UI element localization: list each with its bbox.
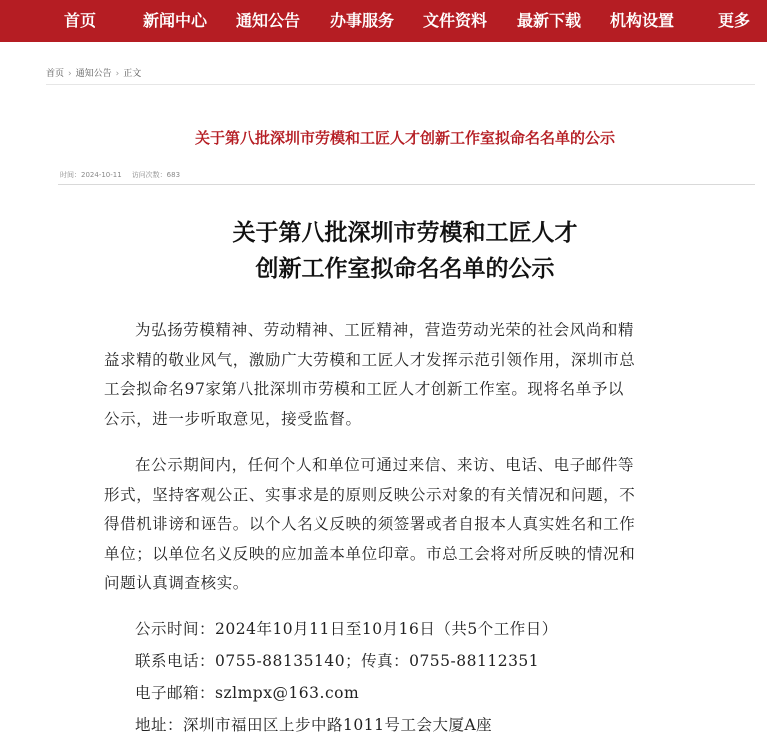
breadcrumb-home-link[interactable]: 首页 xyxy=(46,69,65,79)
document-paragraph-2 xyxy=(104,451,724,599)
view-count: 访问次数：683 xyxy=(131,171,181,179)
document-title-line1: 关于第八批深圳市劳模和工匠人才 xyxy=(232,219,578,246)
contact-address: 地址：深圳市福田区上步中路1011号工会大厦A座 xyxy=(135,716,493,734)
paragraph-line: 公示，进一步听取意见，接受监督。 xyxy=(104,409,362,428)
paragraph-line: 得借机诽谤和诬告。以个人名义反映的须签署或者自报本人真实姓名和工作 xyxy=(104,515,636,533)
divider xyxy=(58,184,755,185)
nav-item-news[interactable]: 新闻中心 xyxy=(143,11,208,30)
nav-item-more[interactable]: 更多 xyxy=(718,11,751,30)
document-title-line2: 创新工作室拟命名名单的公示 xyxy=(255,255,555,282)
page-title: 关于第八批深圳市劳模和工匠人才创新工作室拟命名名单的公示 xyxy=(194,129,615,147)
document-paragraph-1 xyxy=(104,316,724,434)
breadcrumb-separator-icon: › xyxy=(115,69,120,79)
article-meta xyxy=(60,170,190,180)
paragraph-line: 问题认真调查核实。 xyxy=(104,574,249,592)
top-navigation-bar xyxy=(0,0,767,42)
nav-item-services[interactable]: 办事服务 xyxy=(330,11,395,30)
paragraph-line: 为弘扬劳模精神、劳动精神、工匠精神，营造劳动光荣的社会风尚和精 xyxy=(135,321,635,339)
paragraph-line: 工会拟命名97家第八批深圳市劳模和工匠人才创新工作室。现将名单予以 xyxy=(104,380,625,398)
nav-item-home[interactable]: 首页 xyxy=(64,11,97,30)
paragraph-line: 单位；以单位名义反映的应加盖本单位印章。市总工会将对所反映的情况和 xyxy=(104,544,636,563)
divider xyxy=(46,84,755,85)
breadcrumb-notices-link[interactable]: 通知公告 xyxy=(75,69,112,79)
contact-phone: 联系电话：0755-88135140；传真：0755-88112351 xyxy=(135,652,540,670)
notice-period: 公示时间：2024年10月11日至10月16日（共5个工作日） xyxy=(135,620,558,638)
publish-time: 时间：2024-10-11 xyxy=(60,171,122,179)
nav-item-notices[interactable]: 通知公告 xyxy=(236,11,301,30)
paragraph-line: 益求精的敬业风气，激励广大劳模和工匠人才发挥示范引领作用，深圳市总 xyxy=(104,350,636,369)
nav-item-documents[interactable]: 文件资料 xyxy=(423,11,488,30)
contact-email: 电子邮箱：szlmpx@163.com xyxy=(135,684,360,702)
breadcrumb-separator-icon: › xyxy=(68,69,72,79)
nav-item-organization[interactable]: 机构设置 xyxy=(610,11,675,30)
paragraph-line: 在公示期间内，任何个人和单位可通过来信、来访、电话、电子邮件等 xyxy=(135,456,635,474)
breadcrumb xyxy=(46,66,141,79)
nav-item-downloads[interactable]: 最新下载 xyxy=(517,11,582,30)
paragraph-line: 形式，坚持客观公正、实事求是的原则反映公示对象的有关情况和问题，不 xyxy=(104,485,636,504)
breadcrumb-current: 正文 xyxy=(123,69,142,79)
